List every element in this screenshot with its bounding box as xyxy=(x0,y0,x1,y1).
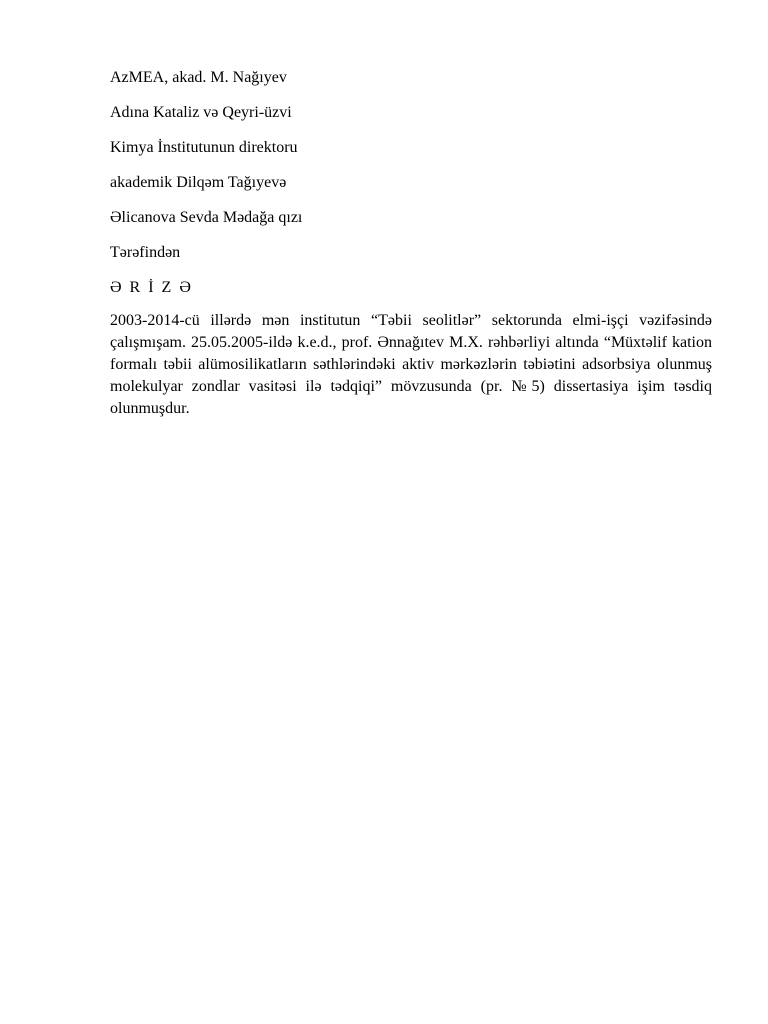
sender-name-line: Əlicanova Sevda Mədağa qızı xyxy=(110,209,303,226)
document-body-paragraph: 2003-2014-cü illərdə mən institutun “Təbii seolitlər” sektorunda elmi-işçi vəzifəsində çalışmışam. 25.05.2005-ildə k.e.d., prof. Ənnağıtev M.X. rəhbərliyi altında “Müxtəlif kation formalı təbii alümosilikatların səthlərindəki aktiv mərkəzlərin təbiətini adsorbsiya olunmuş molekulyar zondlar vasitəsi ilə tədqiqi” mövzusunda (pr. №5) dissertasiya işim təsdiq olunmuşdur. xyxy=(110,312,712,417)
document-title: Ə R İ Z Ə xyxy=(110,279,193,296)
document-content xyxy=(110,68,712,420)
sender-from-line: Tərəfindən xyxy=(110,244,181,261)
addressee-name-line: akademik Dilqəm Tağıyevə xyxy=(110,174,287,191)
addressee-institution-line: AzMEA, akad. M. Nağıyev xyxy=(110,69,287,86)
addressee-institution-line: Adına Kataliz və Qeyri-üzvi xyxy=(110,104,292,121)
addressee-position-line: Kimya İnstitutunun direktoru xyxy=(110,139,298,156)
